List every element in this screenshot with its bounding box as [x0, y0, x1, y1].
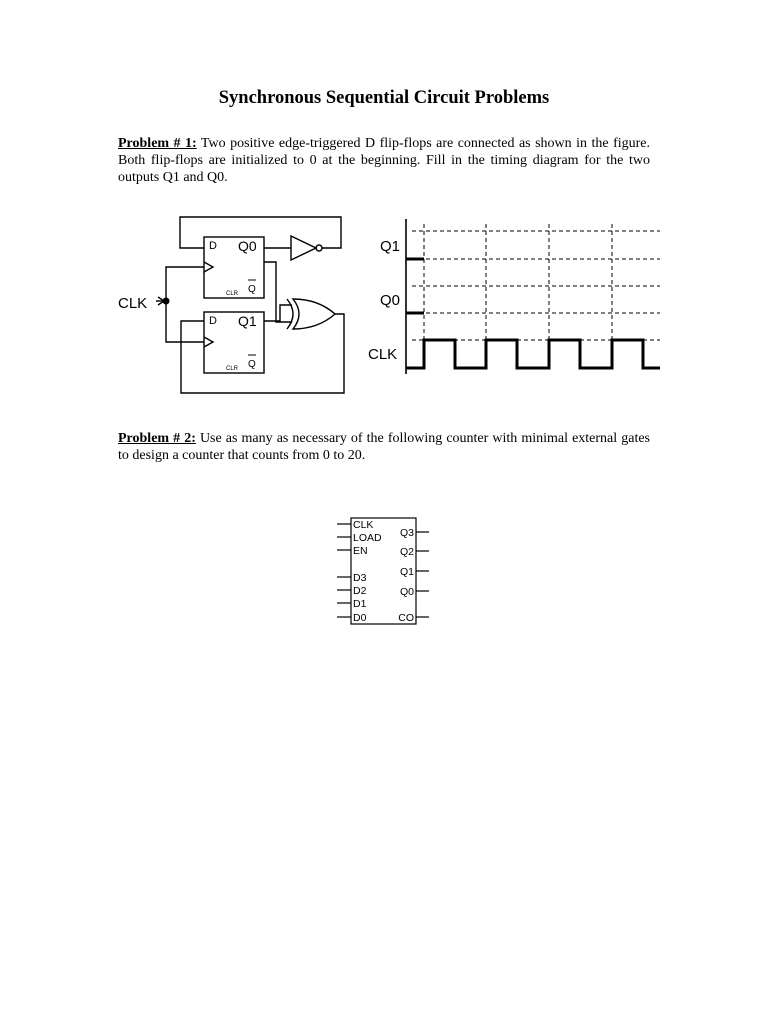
- counter-output-q2: Q2: [399, 546, 414, 558]
- counter-input-d3: D3: [353, 572, 367, 584]
- problem-1-body: Two positive edge-triggered D flip-flops are connected as shown in the figure. Both flip-flops are initialized to 0 at the beginning. Fill in the timing diagram for the two outputs Q1 and Q0.: [118, 136, 650, 185]
- timing-label-q0: Q0: [380, 292, 401, 309]
- counter-output-co: CO: [398, 612, 414, 624]
- problem-2-body: Use as many as necessary of the following counter with minimal external gates to design a counter that counts from 0 to 20.: [118, 431, 650, 463]
- clk-input-label: CLK: [118, 295, 148, 312]
- counter-input-clk: CLK: [353, 519, 374, 531]
- counter-input-d0: D0: [353, 612, 367, 624]
- counter-input-d2: D2: [353, 585, 367, 597]
- problem-1-label: Problem # 1:: [118, 136, 197, 151]
- problem-2-label: Problem # 2:: [118, 431, 196, 446]
- page-title: Synchronous Sequential Circuit Problems: [218, 88, 550, 108]
- ff-bottom-d-label: D: [209, 315, 217, 327]
- ff-bottom-clr-label: CLR: [226, 366, 239, 372]
- counter-input-load: LOAD: [353, 532, 382, 544]
- counter-output-q0: Q0: [399, 586, 414, 598]
- ff-top-clr-label: CLR: [226, 291, 239, 297]
- ff-top-d-label: D: [209, 240, 217, 252]
- counter-output-q3: Q3: [399, 527, 414, 539]
- ff-bottom-qbar-label: Q: [248, 359, 256, 370]
- timing-label-q1: Q1: [380, 238, 401, 255]
- counter-input-d1: D1: [353, 598, 367, 610]
- ff-bottom-q-label: Q1: [238, 313, 257, 329]
- ff-top-qbar-label: Q: [248, 284, 256, 295]
- timing-label-clk: CLK: [368, 346, 398, 363]
- counter-input-en: EN: [353, 545, 368, 557]
- counter-output-q1: Q1: [399, 566, 414, 578]
- ff-top-q-label: Q0: [238, 238, 257, 254]
